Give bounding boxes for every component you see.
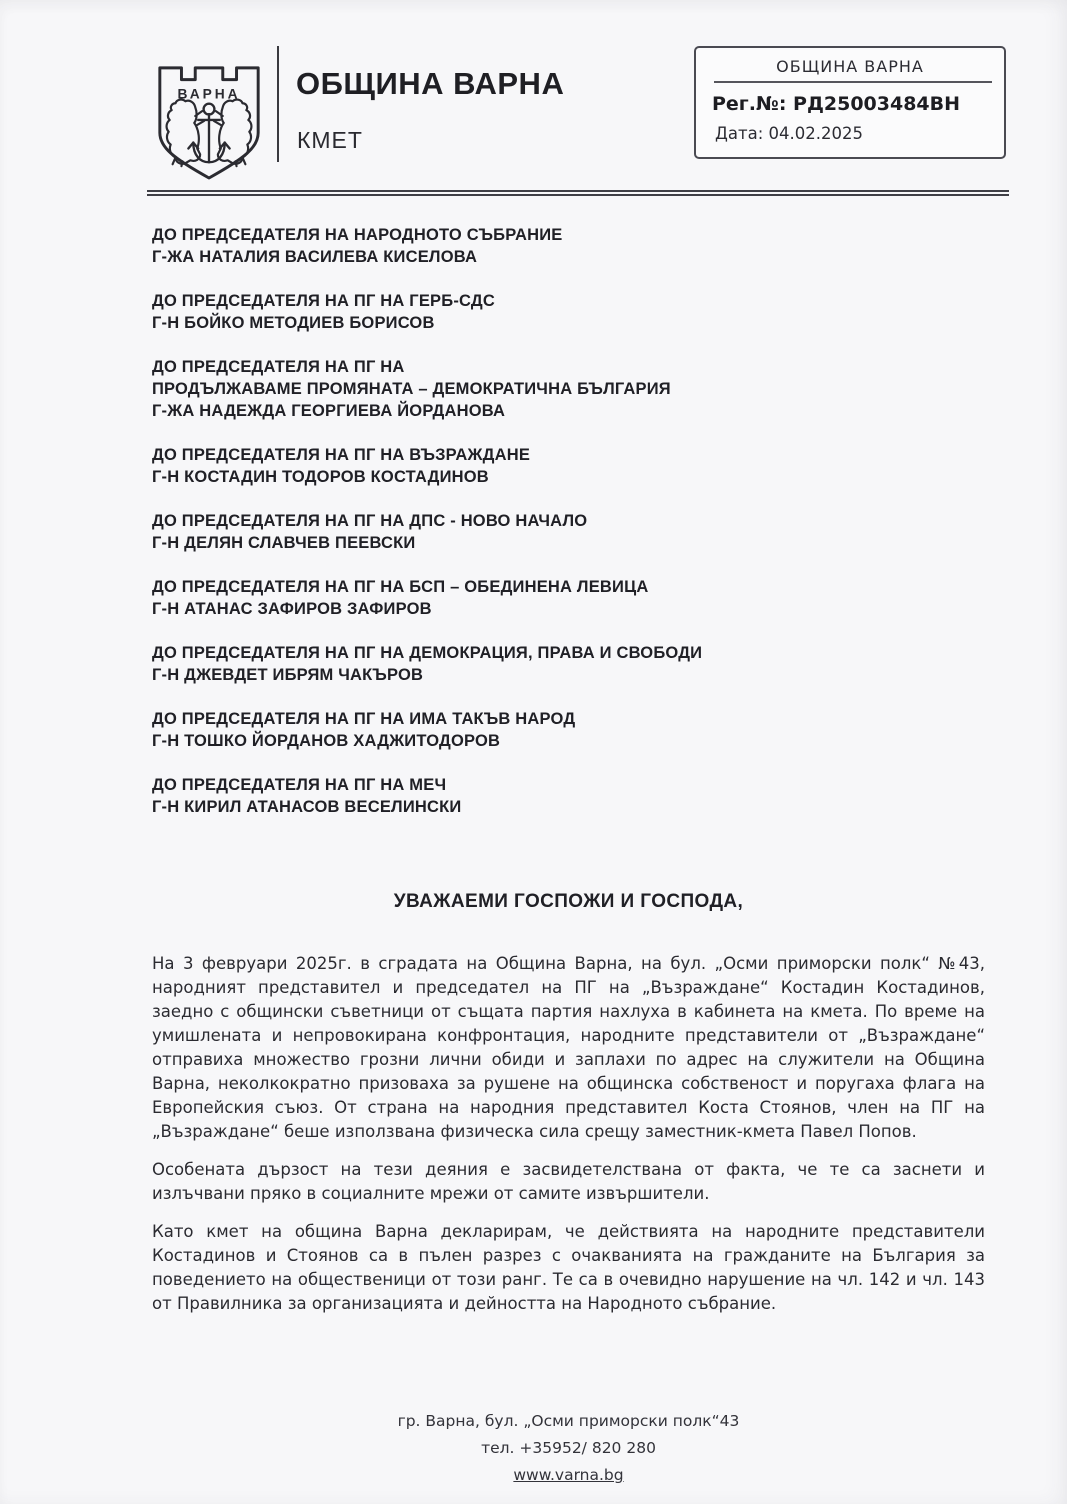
page-footer — [152, 1408, 985, 1489]
body-paragraph: Особената дързост на тези деяния е засвидетелствана от факта, че те са заснети и излъчвани пряко в социалните мрежи от самите извършители. — [152, 1160, 985, 1203]
recipient-line: ДО ПРЕДСЕДАТЕЛЯ НА ПГ НА ГЕРБ-СДС — [152, 292, 495, 310]
registration-stamp — [694, 46, 1006, 159]
recipient-block — [152, 290, 912, 334]
anchor-glyph — [188, 104, 229, 163]
recipient-line: Г-Н ДЕЛЯН СЛАВЧЕВ ПЕЕВСКИ — [152, 534, 416, 552]
recipient-line: ДО ПРЕДСЕДАТЕЛЯ НА ПГ НА БСП – ОБЕДИНЕНА ЛЕВИЦА — [152, 578, 649, 596]
recipient-line: Г-ЖА НАТАЛИЯ ВАСИЛЕВА КИСЕЛОВА — [152, 248, 478, 266]
recipient-line: Г-ЖА НАДЕЖДА ГЕОРГИЕВА ЙОРДАНОВА — [152, 402, 506, 420]
letterhead-divider — [277, 46, 279, 162]
recipient-block — [152, 708, 912, 752]
recipient-line: Г-Н ДЖЕВДЕТ ИБРЯМ ЧАКЪРОВ — [152, 666, 424, 684]
recipient-block — [152, 774, 912, 818]
recipient-line: ДО ПРЕДСЕДАТЕЛЯ НА НАРОДНОТО СЪБРАНИЕ — [152, 226, 563, 244]
recipient-block — [152, 642, 912, 686]
recipient-block — [152, 444, 912, 488]
recipient-line: ДО ПРЕДСЕДАТЕЛЯ НА ПГ НА ДЕМОКРАЦИЯ, ПРАВА И СВОБОДИ — [152, 644, 703, 662]
body-paragraph: На 3 февруари 2025г. в сградата на Община Варна, на бул. „Осми приморски полк“ №43, народният представител и председател на ПГ на „Възраждане“ Костадин Костадинов, заедно с общински съветници от същата партия нахлуха в кабинета на кмета. По време на умишлената и непровокирана конфронтация, народните представители от „Възраждане“ отправиха множество грозни лични обиди и заплахи по адрес на служители на Община Варна, неколкократно призоваха за рушене на общинска собственост и поругаха флага на Европейския съюз. От страна на народния представител Коста Стоянов, член на ПГ на „Възраждане“ беше използвана физическа сила срещу заместник-кмета Павел Попов. — [152, 954, 985, 1141]
varna-coat-of-arms-icon — [150, 54, 268, 182]
logo-text: ВАРНА — [177, 86, 241, 102]
stamp-org-name: ОБЩИНА ВАРНА — [776, 57, 924, 76]
header-double-rule — [147, 190, 1009, 196]
footer-website: www.varna.bg — [513, 1466, 624, 1484]
body-paragraph: Като кмет на община Варна декларирам, че действията на народните представители Костадинов и Стоянов са в пълен разрез с очакванията на гражданите на България за поведението на общественици от този ранг. Те са в очевидно нарушение на чл. 142 и чл. 143 от Правилника за организацията и дейността на Народното събрание. — [152, 1222, 985, 1313]
recipient-line: ДО ПРЕДСЕДАТЕЛЯ НА ПГ НА ВЪЗРАЖДАНЕ — [152, 446, 531, 464]
footer-address: гр. Варна, бул. „Осми приморски полк“43 — [397, 1412, 740, 1430]
stamp-reg-number: Рег.№: РД25003484ВН — [712, 93, 961, 115]
recipient-line: Г-Н ТОШКО ЙОРДАНОВ ХАДЖИТОДОРОВ — [152, 732, 501, 750]
recipient-line: ДО ПРЕДСЕДАТЕЛЯ НА ПГ НА ДПС - НОВО НАЧАЛО — [152, 512, 588, 530]
salutation: УВАЖАЕМИ ГОСПОЖИ И ГОСПОДА, — [393, 891, 744, 912]
recipient-line: Г-Н КИРИЛ АТАНАСОВ ВЕСЕЛИНСКИ — [152, 798, 462, 816]
recipient-block — [152, 576, 912, 620]
recipient-list — [152, 224, 912, 840]
recipient-block — [152, 224, 912, 268]
stamp-divider — [714, 81, 992, 83]
recipient-block — [152, 510, 912, 554]
recipient-line: ПРОДЪЛЖАВАМЕ ПРОМЯНАТА – ДЕМОКРАТИЧНА БЪЛГАРИЯ — [152, 380, 671, 398]
recipient-line: Г-Н БОЙКО МЕТОДИЕВ БОРИСОВ — [152, 314, 435, 332]
footer-phone: тел. +35952/ 820 280 — [481, 1439, 656, 1457]
recipient-block — [152, 356, 912, 422]
org-role: КМЕТ — [297, 127, 363, 153]
recipient-line: ДО ПРЕДСЕДАТЕЛЯ НА ПГ НА МЕЧ — [152, 776, 447, 794]
recipient-line: Г-Н КОСТАДИН ТОДОРОВ КОСТАДИНОВ — [152, 468, 489, 486]
org-name: ОБЩИНА ВАРНА — [296, 66, 565, 101]
recipient-line: ДО ПРЕДСЕДАТЕЛЯ НА ПГ НА ИМА ТАКЪВ НАРОД — [152, 710, 576, 728]
recipient-line: ДО ПРЕДСЕДАТЕЛЯ НА ПГ НА — [152, 358, 405, 376]
letter-body — [152, 952, 985, 1330]
recipient-line: Г-Н АТАНАС ЗАФИРОВ ЗАФИРОВ — [152, 600, 432, 618]
stamp-date: Дата: 04.02.2025 — [715, 124, 864, 143]
